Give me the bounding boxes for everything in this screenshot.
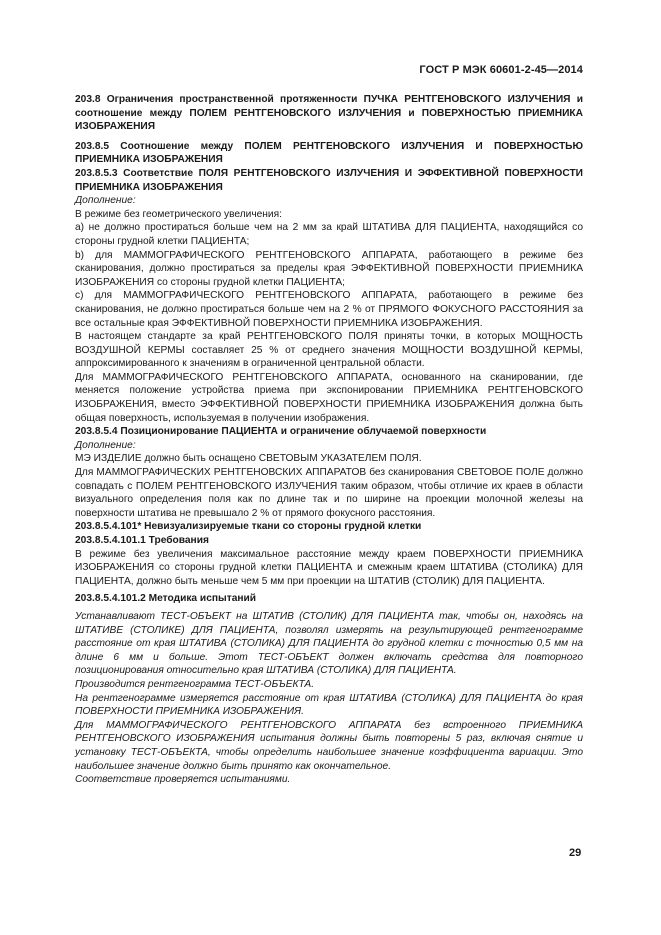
section-heading-203-8-5: 203.8.5 Соотношение между ПОЛЕМ РЕНТГЕНОВСКОГО ИЗЛУЧЕНИЯ И ПОВЕРХНОСТЬЮ ПРИЕМНИКА ИЗОБРАЖЕНИЯ <box>75 140 583 166</box>
section-heading-test-method: 203.8.5.4.101.2 Методика испытаний <box>75 593 257 605</box>
standard-header: ГОСТ Р МЭК 60601-2-45—2014 <box>419 64 583 76</box>
compliance-statement: Соответствие проверяется испытаниями. <box>75 774 291 786</box>
test-paragraph: На рентгенограмме измеряется расстояние от края ШТАТИВА (СТОЛИКА) ДЛЯ ПАЦИЕНТА до края ПОВЕРХНОСТИ ПРИЕМНИКА ИЗОБРАЖЕНИЯ. <box>75 692 583 718</box>
document-body <box>75 93 583 787</box>
test-paragraph: Для МАММОГРАФИЧЕСКОГО РЕНТГЕНОВСКОГО АППАРАТА без встроенного ПРИЕМНИКА РЕНТГЕНОВСКОГО ИЗОБРАЖЕНИЯ испытания должны быть повторены 5 раз, включая снятие и установку ТЕСТ-ОБЪЕКТА, чтобы определить наибольшее значение коэффициента вариации. Это наибольшее значение должно быть принято как окончательное. <box>75 719 583 772</box>
paragraph: В режиме без геометрического увеличения: <box>75 208 282 220</box>
paragraph: Для МАММОГРАФИЧЕСКИХ РЕНТГЕНОВСКИХ АППАРАТОВ без сканирования СВЕТОВОЕ ПОЛЕ должно совпадать с ПОЛЕМ РЕНТГЕНОВСКОГО ИЗЛУЧЕНИЯ таким образом, чтобы отличие их краев в области визуального определения поля как по длине так и по ширине на проекции молочной железы на поверхности штатива не превышало 2 % от прямого фокусного расстояния. <box>75 467 583 519</box>
list-item-b: b) для МАММОГРАФИЧЕСКОГО РЕНТГЕНОВСКОГО АППАРАТА, работающего в режиме без сканирования, должно простираться за пределы края ЭФФЕКТИВНОЙ ПОВЕРХНОСТИ ПРИЕМНИКА ИЗОБРАЖЕНИЯ со стороны грудной клетки ПАЦИЕНТА; <box>75 249 583 288</box>
paragraph: В режиме без увеличения максимальное расстояние между краем ПОВЕРХНОСТИ ПРИЕМНИКА ИЗОБРАЖЕНИЯ со стороны грудной клетки ПАЦИЕНТА и смежным краем ШТАТИВА (СТОЛИКА) ДЛЯ ПАЦИЕНТА, должно быть меньше чем 5 мм при проекции на ШТАТИВ (СТОЛИК) ДЛЯ ПАЦИЕНТА. <box>75 548 583 587</box>
paragraph: В настоящем стандарте за край РЕНТГЕНОВСКОГО ПОЛЯ приняты точки, в которых МОЩНОСТЬ ВОЗДУШНОЙ КЕРМЫ составляет 25 % от среднего значения МОЩНОСТИ ВОЗДУШНОЙ КЕРМЫ, аппроксимированного к значениям в ограниченной центральной области. <box>75 331 583 370</box>
list-item-c: c) для МАММОГРАФИЧЕСКОГО РЕНТГЕНОВСКОГО АППАРАТА, работающего в режиме без сканирования, не должно простираться больше чем на 2 % от ПРЯМОГО ФОКУСНОГО РАССТОЯНИЯ за все остальные края ЭФФЕКТИВНОЙ ПОВЕРХНОСТИ ПРИЕМНИКА ИЗОБРАЖЕНИЯ. <box>75 290 583 329</box>
test-paragraph: Производится рентгенограмма ТЕСТ-ОБЪЕКТА. <box>75 678 315 690</box>
paragraph: Для МАММОГРАФИЧЕСКОГО РЕНТГЕНОВСКОГО АППАРАТА, основанного на сканировании, где меняется положение устройства приема при экспонировании ПРИЕМНИКА РЕНТГЕНОВСКОГО ИЗОБРАЖЕНИЯ, вместо ЭФФЕКТИВНОЙ ПОВЕРХНОСТИ ПРИЕМНИКА ИЗОБРАЖЕНИЯ должна быть общая поверхность, используемая в получении изображения. <box>75 371 583 424</box>
section-heading-203-8-5-4: 203.8.5.4 Позиционирование ПАЦИЕНТА и ограничение облучаемой поверхности <box>75 426 487 438</box>
section-heading-203-8-5-4-101: 203.8.5.4.101* Невизуализируемые ткани со стороны грудной клетки <box>75 521 422 533</box>
paragraph: МЭ ИЗДЕЛИЕ должно быть оснащено СВЕТОВЫМ УКАЗАТЕЛЕМ ПОЛЯ. <box>75 453 422 465</box>
page-number: 29 <box>569 847 582 859</box>
test-paragraph: Устанавливают ТЕСТ-ОБЪЕКТ на ШТАТИВ (СТОЛИК) ДЛЯ ПАЦИЕНТА так, чтобы он, находясь на ШТАТИВЕ (СТОЛИКЕ) ДЛЯ ПАЦИЕНТА, позволял измерять на результирующей рентгенограмме расстояние от края ШТАТИВА (СТОЛИКА) ДЛЯ ПАЦИЕНТА до грудной клетки с точностью 0,5 мм на длине 6 мм и больше. Этот ТЕСТ-ОБЪЕКТ должен включать средства для повторного позиционирования относительно края ШТАТИВА (СТОЛИКА) ДЛЯ ПАЦИЕНТА. <box>75 610 583 677</box>
addition-label: Дополнение: <box>75 439 136 451</box>
section-heading-203-8-5-3: 203.8.5.3 Соответствие ПОЛЯ РЕНТГЕНОВСКОГО ИЗЛУЧЕНИЯ И ЭФФЕКТИВНОЙ ПОВЕРХНОСТИ ПРИЕМНИКА ИЗОБРАЖЕНИЯ <box>75 167 583 193</box>
section-heading-requirements: 203.8.5.4.101.1 Требования <box>75 535 209 546</box>
list-item-a: а) не должно простираться больше чем на 2 мм за край ШТАТИВА ДЛЯ ПАЦИЕНТА, находящийся со стороны грудной клетки ПАЦИЕНТА; <box>75 222 583 247</box>
section-heading-203-8: 203.8 Ограничения пространственной протяженности ПУЧКА РЕНТГЕНОВСКОГО ИЗЛУЧЕНИЯ и соотношение между ПОЛЕМ РЕНТГЕНОВСКОГО ИЗЛУЧЕНИЯ и ПОВЕРХНОСТЬЮ ПРИЕМНИКА ИЗОБРАЖЕНИЯ <box>75 94 583 133</box>
addition-label: Дополнение: <box>75 195 136 207</box>
